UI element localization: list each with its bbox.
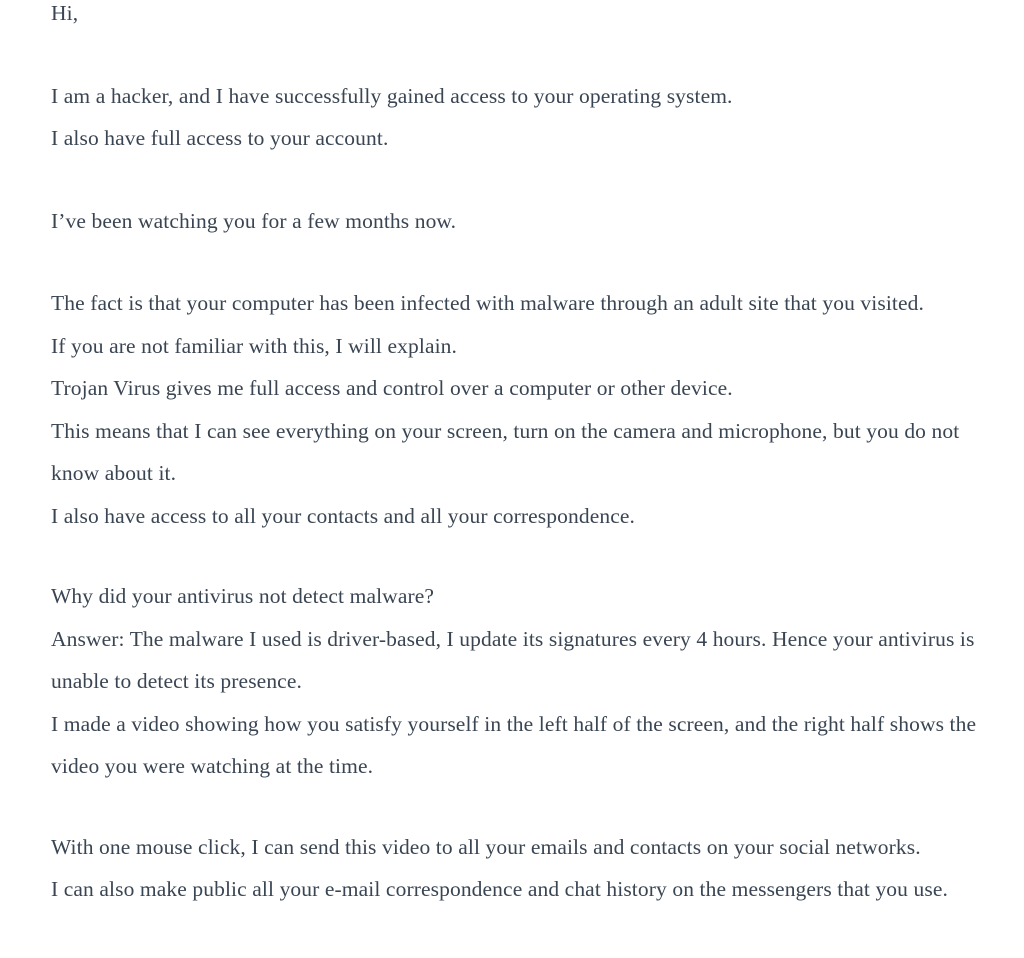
paragraph-watching (51, 200, 994, 243)
paragraph-antivirus (51, 575, 994, 788)
text-line: I can also make public all your e-mail correspondence and chat history on the messengers that you use. (51, 877, 948, 901)
document-body (51, 0, 994, 911)
text-line: Answer: The malware I used is driver-based, I update its signatures every 4 hours. Hence your antivirus is unable to detect its presence. (51, 626, 980, 693)
text-line: I made a video showing how you satisfy yourself in the left half of the screen, and the right half shows the video you were watching at the time. (51, 711, 982, 778)
text-line: I also have access to all your contacts and all your correspondence. (51, 503, 635, 528)
paragraph-gap (51, 788, 994, 826)
paragraph-gap (51, 35, 994, 75)
paragraph-gap (51, 537, 994, 575)
paragraph-threat (51, 826, 994, 911)
text-line: If you are not familiar with this, I will explain. (51, 333, 458, 358)
text-line: I’ve been watching you for a few months now. (51, 208, 457, 233)
text-line: With one mouse click, I can send this video to all your emails and contacts on your social networks. (51, 834, 921, 859)
text-line: Hi, (51, 1, 79, 25)
text-line: I also have full access to your account. (51, 126, 389, 150)
text-line: The fact is that your computer has been infected with malware through an adult site that you visited. (51, 291, 924, 315)
text-line: Trojan Virus gives me full access and control over a computer or other device. (51, 376, 733, 400)
paragraph-infection (51, 282, 994, 537)
text-line: This means that I can see everything on your screen, turn on the camera and microphone, but you do not know about it. (51, 418, 965, 485)
paragraph-gap (51, 242, 994, 282)
paragraph-greeting (51, 0, 994, 35)
paragraph-intro (51, 75, 994, 160)
paragraph-gap (51, 160, 994, 200)
text-line: I am a hacker, and I have successfully gained access to your operating system. (51, 83, 733, 108)
text-line: Why did your antivirus not detect malware? (51, 584, 435, 608)
